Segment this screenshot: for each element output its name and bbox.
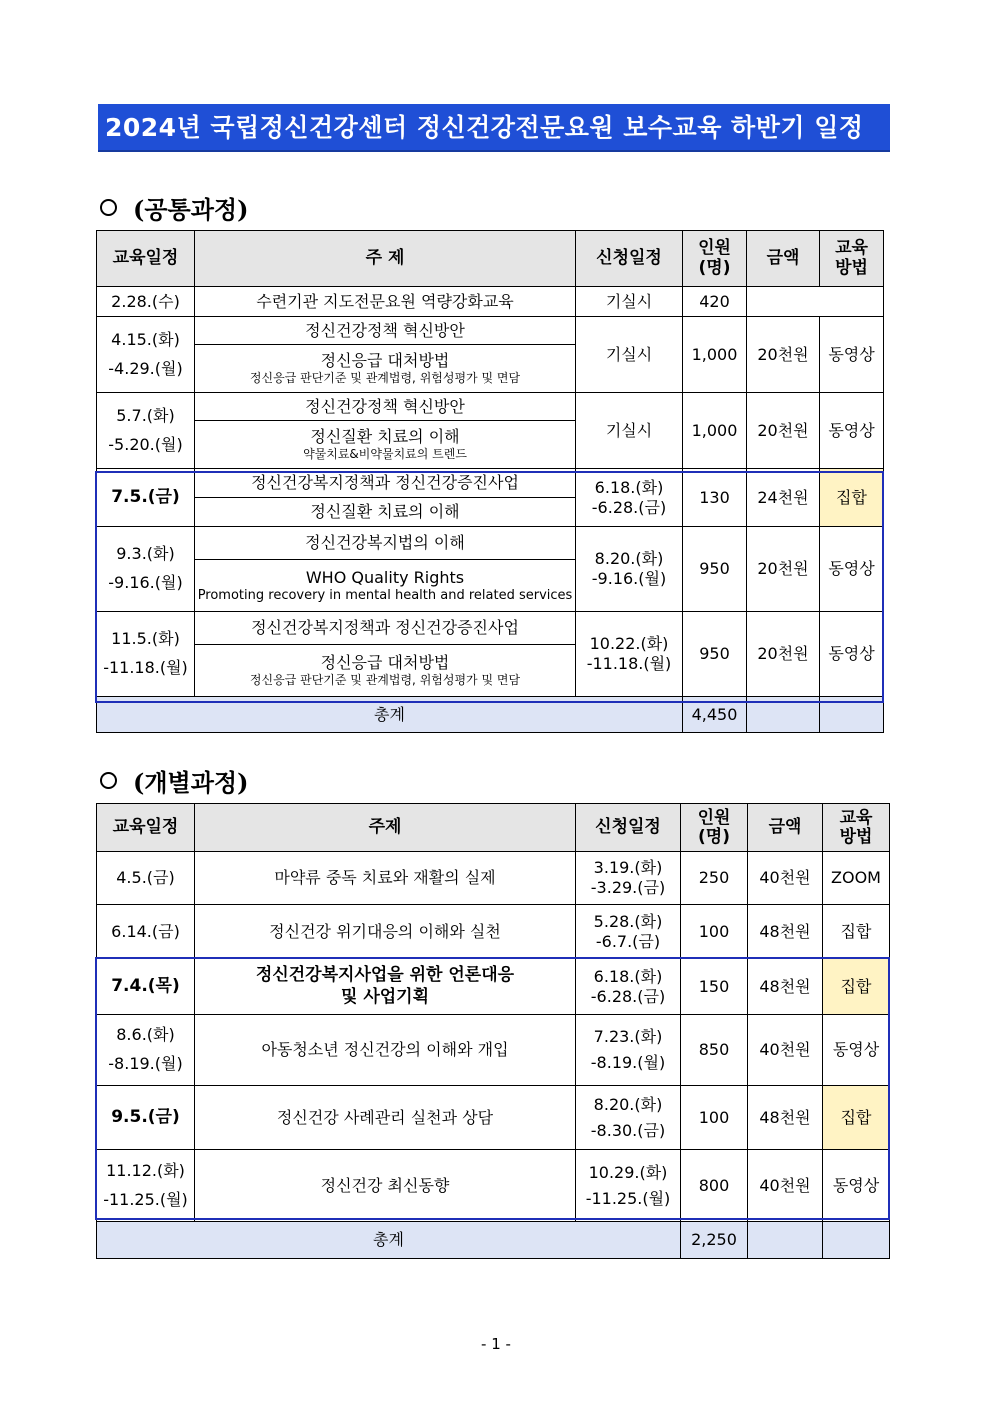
table-row: [97, 1150, 890, 1222]
cell-method: 동영상: [823, 1150, 890, 1222]
cell-method: 집합: [823, 959, 890, 1015]
cell-topic: 정신건강 최신동향: [195, 1150, 576, 1222]
cell-topic: 정신건강복지사업을 위한 언론대응 및 사업기획: [195, 959, 576, 1015]
cell-topic: 정신건강정책 혁신방안: [195, 317, 576, 345]
cell-people: 150: [681, 959, 748, 1015]
topic-title: 정신응급 대처방법: [320, 653, 450, 673]
table-row: [97, 287, 884, 317]
cell-people: 950: [683, 527, 747, 612]
cell-date: 4.15.(화) -4.29.(월): [97, 317, 195, 393]
cell-topic: 정신건강복지법의 이해: [195, 527, 576, 560]
cell-apply: 7.23.(화) -8.19.(월): [576, 1015, 681, 1086]
table-row: [97, 527, 884, 560]
table-row: [97, 905, 890, 959]
cell-date: 8.6.(화) -8.19.(월): [97, 1015, 195, 1086]
cell-topic: 정신건강복지정책과 정신건강증진사업: [195, 469, 576, 498]
header-fee: 금액: [747, 231, 820, 287]
cell-topic: 정신건강복지정책과 정신건강증진사업: [195, 612, 576, 645]
cell-apply: 3.19.(화) -3.29.(금): [576, 852, 681, 905]
cell-method: 집합: [823, 1086, 890, 1150]
cell-fee: 48천원: [748, 959, 823, 1015]
topic-title: 정신응급 대처방법: [320, 351, 450, 371]
cell-fee: 20천원: [747, 612, 820, 697]
header-fee: 금액: [748, 804, 823, 852]
header-topic: 주 제: [195, 231, 576, 287]
cell-apply: 5.28.(화) -6.7.(금): [576, 905, 681, 959]
total-fee-empty: [747, 697, 820, 733]
cell-people: 100: [681, 905, 748, 959]
common-course-table: [96, 230, 884, 733]
table-row: [97, 1086, 890, 1150]
cell-date: 9.5.(금): [97, 1086, 195, 1150]
total-people: 2,250: [681, 1222, 748, 1259]
topic-subtitle: Promoting recovery in mental health and related services: [197, 587, 573, 603]
total-label: 총계: [97, 1222, 681, 1259]
circle-bullet-icon: [100, 199, 117, 216]
header-method: 교육 방법: [820, 231, 884, 287]
topic-title: 정신질환 치료의 이해: [310, 427, 460, 447]
cell-date: 5.7.(화) -5.20.(월): [97, 393, 195, 469]
cell-fee: 48천원: [748, 1086, 823, 1150]
cell-fee: 40천원: [748, 1150, 823, 1222]
cell-date: 11.12.(화) -11.25.(월): [97, 1150, 195, 1222]
table-row: [97, 852, 890, 905]
cell-method: 동영상: [820, 612, 884, 697]
topic-title: WHO Quality Rights: [305, 567, 465, 587]
cell-method: ZOOM: [823, 852, 890, 905]
total-method-empty: [820, 697, 884, 733]
header-apply: 신청일정: [576, 231, 683, 287]
cell-date: 4.5.(금): [97, 852, 195, 905]
cell-people: 250: [681, 852, 748, 905]
cell-method: 동영상: [820, 317, 884, 393]
cell-date: 9.3.(화) -9.16.(월): [97, 527, 195, 612]
cell-method: 동영상: [820, 527, 884, 612]
cell-date: 7.4.(목): [97, 959, 195, 1015]
cell-topic: 정신건강 위기대응의 이해와 실천: [195, 905, 576, 959]
table-header-row: [97, 231, 884, 287]
cell-topic: 정신질환 치료의 이해: [195, 498, 576, 527]
circle-bullet-icon: [100, 772, 117, 789]
cell-method: 집합: [823, 905, 890, 959]
cell-method: 집합: [820, 469, 884, 527]
cell-method: 동영상: [823, 1015, 890, 1086]
cell-topic: 마약류 중독 치료와 재활의 실제: [195, 852, 576, 905]
cell-apply: 기실시: [576, 287, 683, 317]
cell-topic: [195, 560, 576, 612]
cell-apply: 10.22.(화) -11.18.(월): [576, 612, 683, 697]
cell-people: 1,000: [683, 317, 747, 393]
table-header-row: [97, 804, 890, 852]
cell-apply: 8.20.(화) -9.16.(월): [576, 527, 683, 612]
section-heading-common: (공통과정): [100, 190, 248, 225]
cell-fee: 40천원: [748, 1015, 823, 1086]
cell-topic: [195, 421, 576, 469]
cell-topic: 수련기관 지도전문요원 역량강화교육: [195, 287, 576, 317]
cell-date: 11.5.(화) -11.18.(월): [97, 612, 195, 697]
cell-fee: 48천원: [748, 905, 823, 959]
table-row: [97, 393, 884, 421]
header-method: 교육 방법: [823, 804, 890, 852]
cell-fee: 40천원: [748, 852, 823, 905]
page-number: - 1 -: [481, 1335, 511, 1353]
cell-fee-empty: [747, 287, 884, 317]
total-row: [97, 1222, 890, 1259]
cell-date: 6.14.(금): [97, 905, 195, 959]
header-people: 인원 (명): [681, 804, 748, 852]
table-row: [97, 612, 884, 645]
cell-fee: 20천원: [747, 527, 820, 612]
cell-fee: 24천원: [747, 469, 820, 527]
total-method-empty: [823, 1222, 890, 1259]
total-label: 총계: [97, 697, 683, 733]
cell-apply: 기실시: [576, 393, 683, 469]
individual-course-table: [96, 803, 890, 1259]
section-heading-individual: (개별과정): [100, 763, 248, 798]
cell-apply: 6.18.(화) -6.28.(금): [576, 469, 683, 527]
page-title: 2024년 국립정신건강센터 정신건강전문요원 보수교육 하반기 일정: [98, 104, 890, 152]
cell-people: 420: [683, 287, 747, 317]
cell-apply: 8.20.(화) -8.30.(금): [576, 1086, 681, 1150]
header-topic: 주제: [195, 804, 576, 852]
cell-people: 850: [681, 1015, 748, 1086]
topic-subtitle: 정신응급 판단기준 및 관계법령, 위험성평가 및 면담: [249, 673, 521, 688]
topic-subtitle: 정신응급 판단기준 및 관계법령, 위험성평가 및 면담: [249, 371, 521, 386]
table-row: [97, 317, 884, 345]
cell-fee: 20천원: [747, 393, 820, 469]
topic-subtitle: 약물치료&비약물치료의 트렌드: [303, 447, 467, 462]
cell-date: 2.28.(수): [97, 287, 195, 317]
cell-method: 동영상: [820, 393, 884, 469]
cell-fee: 20천원: [747, 317, 820, 393]
total-fee-empty: [748, 1222, 823, 1259]
table-row: [97, 1015, 890, 1086]
header-date: 교육일정: [97, 804, 195, 852]
cell-people: 1,000: [683, 393, 747, 469]
header-apply: 신청일정: [576, 804, 681, 852]
cell-people: 950: [683, 612, 747, 697]
total-people: 4,450: [683, 697, 747, 733]
cell-apply: 10.29.(화) -11.25.(월): [576, 1150, 681, 1222]
cell-topic: [195, 345, 576, 393]
cell-apply: 6.18.(화) -6.28.(금): [576, 959, 681, 1015]
table-row: [97, 959, 890, 1015]
cell-date: 7.5.(금): [97, 469, 195, 527]
cell-topic: 아동청소년 정신건강의 이해와 개입: [195, 1015, 576, 1086]
table-row: [97, 469, 884, 498]
cell-topic: 정신건강 사례관리 실천과 상담: [195, 1086, 576, 1150]
cell-apply: 기실시: [576, 317, 683, 393]
total-row: [97, 697, 884, 733]
cell-people: 800: [681, 1150, 748, 1222]
cell-topic: 정신건강정책 혁신방안: [195, 393, 576, 421]
header-date: 교육일정: [97, 231, 195, 287]
cell-people: 130: [683, 469, 747, 527]
cell-topic: [195, 645, 576, 697]
cell-people: 100: [681, 1086, 748, 1150]
header-people: 인원 (명): [683, 231, 747, 287]
